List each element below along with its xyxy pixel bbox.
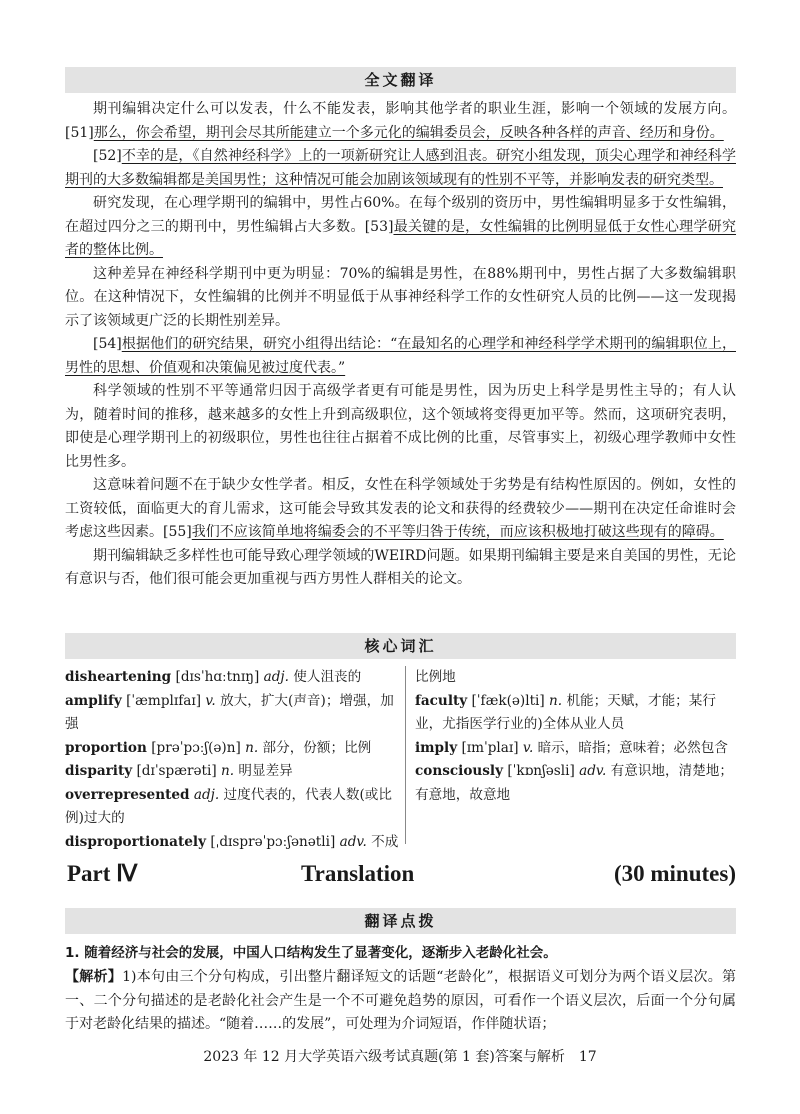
- question-1: 1. 随着经济与社会的发展，中国人口结构发生了显著变化，逐渐步入老龄化社会。: [65, 945, 557, 961]
- part-name: Translation: [301, 861, 415, 886]
- vocab-column-right: [415, 666, 736, 807]
- part-heading: [65, 857, 736, 891]
- vocab-entry: proportion [prəˈpɔːʃ(ə)n] n. 部分，份额；比例: [65, 739, 372, 756]
- section-header-full-translation: 全文翻译: [65, 67, 736, 93]
- vocab-column-left: [65, 666, 399, 854]
- vocab-entry: amplify [ˈæmplɪfaɪ] v. 放大，扩大(声音)；增强，加强: [65, 692, 394, 732]
- vocab-entry: consciously [ˈkɒnʃəsli] adv. 有意识地，清楚地；有意地，故意地: [415, 763, 733, 803]
- section-header-core-vocab: 核心词汇: [65, 633, 736, 659]
- part-time: (30 minutes): [613, 861, 736, 886]
- vocab-divider: [405, 666, 406, 844]
- paragraph-4: 这种差异在神经科学期刊中更为明显：70%的编辑是男性，在88%期刊中，男性占据了大多数编辑职位。在这种情况下，女性编辑的比例并不明显低于从事神经科学工作的女性研究人员的比例——这一发现揭示了该领域更广泛的长期性别差异。: [65, 265, 736, 329]
- paragraph-7: 这意味着问题不在于缺少女性学者。相反，女性在科学领域处于劣势是有结构性原因的。例如，女性的工资较低，面临更大的育儿需求，这可能会导致其发表的论文和获得的经费较少——期刊在决定任命谁时会考虑这些因素。[55]我们不应该简单地将编委会的不平等归咎于传统，而应该积极地打破这些现有的障碍。: [65, 477, 736, 540]
- paragraph-6: 科学领域的性别不平等通常归因于高级学者更有可能是男性，因为历史上科学是男性主导的；有人认为，随着时间的推移，越来越多的女性上升到高级职位，这个领域将变得更加平等。然而，这项研究表明，即使是心理学期刊上的初级职位，男性也往往占据着不成比例的比重，尽管事实上，初级心理学教师中女性比男性多。: [65, 383, 736, 470]
- vocab-entry: imply [ɪmˈplaɪ] v. 暗示，暗指；意味着；必然包含: [415, 739, 728, 756]
- vocab-entry: faculty [ˈfæk(ə)lti] n. 机能；天赋，才能；某行业，尤指医学行业的)全体从业人员: [415, 692, 716, 732]
- paragraph-1: 期刊编辑决定什么可以发表，什么不能发表，影响其他学者的职业生涯，影响一个领域的发展方向。[51]那么，你会希望，期刊会尽其所能建立一个多元化的编辑委员会，反映各种各样的声音、经历和身份。: [65, 101, 736, 141]
- vocab-entry: disproportionately [ˌdɪsprəˈpɔːʃənətli] adv. 不成: [65, 833, 399, 850]
- analysis-1: 【解析】1)本句由三个分句构成，引出整片翻译短文的话题“老龄化”，根据语义可划分为两个语义层次。第一、二个分句描述的是老龄化社会产生是一个不可避免趋势的原因，可看作一个语义层次，后面一个分句属于对老龄化结果的描述。“随着……的发展”，可处理为介词短语，作伴随状语；: [65, 969, 737, 1032]
- paragraph-5: [54]根据他们的研究结果，研究小组得出结论：“在最知名的心理学和神经科学学术期刊的编辑职位上，男性的思想、价值观和决策偏见被过度代表。”: [65, 336, 736, 376]
- page-footer: 2023 年 12 月大学英语六级考试真题(第 1 套)答案与解析 17: [203, 1049, 597, 1065]
- vocab-entry: 比例地: [415, 669, 456, 685]
- translation-body: [65, 98, 736, 592]
- section-header-translation-tips: 翻译点拨: [65, 908, 736, 934]
- paragraph-3: 研究发现，在心理学期刊的编辑中，男性占60%。在每个级别的资历中，男性编辑明显多于女性编辑，在超过四分之三的期刊中，男性编辑占大多数。[53]最关键的是，女性编辑的比例明显低于女性心理学研究者的整体比例。: [65, 195, 737, 258]
- paragraph-8: 期刊编辑缺乏多样性也可能导致心理学领域的WEIRD问题。如果期刊编辑主要是来自美国的男性，无论有意识与否，他们很可能会更加重视与西方男性人群相关的论文。: [65, 547, 736, 587]
- part-label: Part Ⅳ: [67, 861, 138, 886]
- vocab-entry: disheartening [dɪsˈhɑːtnɪŋ] adj. 使人沮丧的: [65, 669, 362, 685]
- vocab-entry: disparity [dɪˈspærəti] n. 明显差异: [65, 763, 293, 779]
- paragraph-2: [52]不幸的是，《自然神经科学》上的一项新研究让人感到沮丧。研究小组发现，顶尖心理学和神经科学期刊的大多数编辑都是美国男性；这种情况可能会加剧该领域现有的性别不平等，并影响发表的研究类型。: [65, 148, 736, 188]
- vocab-list: [65, 666, 736, 850]
- vocab-entry: overrepresented adj. 过度代表的，代表人数(或比例)过大的: [65, 786, 392, 826]
